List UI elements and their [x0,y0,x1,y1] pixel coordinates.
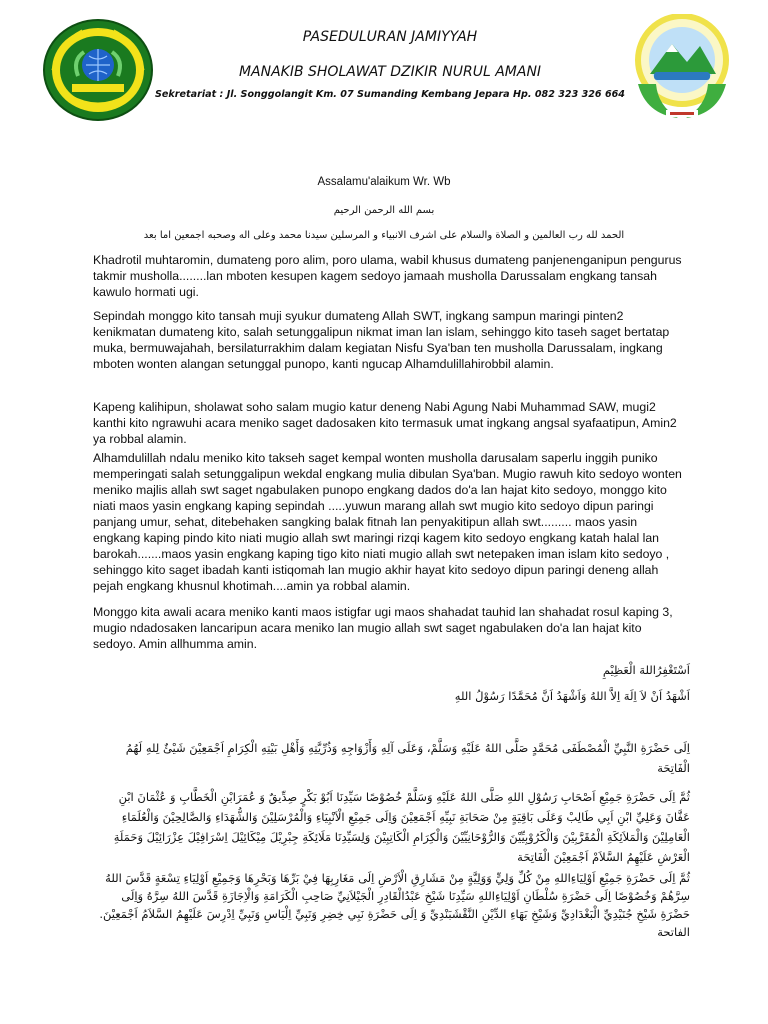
paragraph: Kapeng kalihipun, sholawat soho salam mugio katur deneng Nabi Agung Nabi Muhammad SAW, mugi2 kanthi kito ngrawuhi acara meniko saget dadosaken kito termasuk umat ingkang angsal syafaatipun, Amin2 ya robbal alamin. [93,400,677,446]
jamiyyah-emblem-icon [42,18,154,123]
shahadat-line: اَشْهَدُ اَنْ لاَ اِلَهَ اِلاَّ اللهُ وَاَشْهَدُ اَنَّ مُحَمَّدًا رَسُوْلُ اللهِ [454,689,690,703]
paragraph: Alhamdulillah ndalu meniko kito takseh saget kempal wonten musholla darusalam saperlu inggih puniko memperingati salah setunggalipun wekdal engkang mulia dibulan Sya'ban. Mugio rawuh kito sedoyo wonten meniko majlis allah swt saget ngabulaken punopo engkang dados do'a lan hajat kito sedoyo, monggo kito niati maos yasin engkang kaping sepindah .....yuwun marang allah swt mugio kito sedoyo dipun paringi panjang umur, sehat, ditebehaken sangking balak fitnah lan penyakitipun allah swt......... maos yasin engkang kaping pindo kito niati mugio allah swt maringi rizqi kagem kito sedoyo engkang katah halal lan barokah.......maos yasin engkang kaping tigo kito niati mugio allah swt netepaken iman islam kito sedoyo , sehinggo kito saget ibadah kanti istiqomah lan mugio akhir hayat kito sedoyo dipun paringi deneng allah pejah engkang khusnul khotimah....amin ya robbal alamin. [93,451,682,593]
letterhead [150,28,630,101]
letterhead-title: PASEDULURAN JAMIYYAH [302,29,478,45]
paragraph: Monggo kita awali acara meniko kanti maos istigfar ugi maos shahadat tauhid lan shahadat rosul kaping 3, mugio ndadosaken lancaripun acara meniko lan mugio allah swt saget ngabulaken do'a lan hajat kito sedoyo. Amin allhumma amin. [93,605,673,651]
greeting: Assalamu'alaikum Wr. Wb [317,176,451,188]
tawassul-companions: ثُمَّ اِلَى حَضْرَةِ جَمِيْعِ اَصْحَابِ رَسُوْلِ اللهِ صَلَّى اللهُ عَلَيْهِ وَسَلَّمْ خُصُوْصًا سَيِّدِنَا اَبُوْ بَكْرٍ صِدِّيقٌ وَ عُمَرَابْنِ الْخَطَّابِ وَ عُثْمَانَ ابْنِ عَفَّانَ وَعَلِيِّ ابْنِ اَبِي طَالِبْ وَعَلَى بَاقِيَةٍ مِنْ صَحَابَةِ نَبِيِّهِ اَجْمَعِيْنَ وَاِلَى جَمِيْعِ الْاَنْبِيَاءِ وَالْمُرْسَلِيْنَ وَالشُّهَدَاءِ وَالصَّالِحِيْنَ وَالْعُلَمَاءِ الْعَامِلِيْنَ وَالْمَلاَئِكَةِ الْمُقَرَّبِيْنَ وَالْكَرُوْبِيِّيْنَ وَالرُّوْحَانِيِّيْنَ وَالْكِرَامِ الْكَاتِبِيْنَ وَلِسَيِّدِنَا مَلَائِكَةِ جِبْرِيْلَ مِيْكَائِيْلَ اِسْرَافِيْلَ عِزْرَائِيْلَ وَحَمَلَةِ الْعَرْشِ عَلَيْهِمُ السَّلاَمْ اَجْمَعِيْنَ الْفَاتِحَة [113,790,690,864]
tawassul-prophet: اِلَى حَضْرَةِ النَّبِيِّ الْمُصْطَفَى مُحَمَّدٍ صَلَّى اللهُ عَلَيْهِ وَسَلَّمْ، وَعَلَى آلِهِ وَأَزْوَاجِهِ وَذُرِّيَّتِهِ وَأَهْلِ بَيْتِهِ الْكِرَامِ اَجْمَعِيْنَ شَيْئٌ لِلهِ لَهُمُ الْفَاتِحَة [125,741,690,775]
tawassul-awliya: ثُمَّ اِلَى حَضْرَةِ جَمِيْعِ اَوْلِيَاءِاللهِ مِنْ كُلِّ وَلِيٍّ وَوَلِيَّةٍ مِنْ مَشَارِقِ الْاَرْضِ اِلَى مَغَارِبِهَا فِيْ بَرِّهَا وَبَحْرِهَا وَجَمِيْعِ اَوْلِيَاءِ تِسْعَةٍ قَدَّسَ اللهُ سِرَّهُمْ وَخُصُوْصًا اِلَى حَضْرَةِ سُلْطَانِ اَوْلِيَاءِاللهِ سَيِّدِنَا شَيْخِ عَبْدُالْقَادِرِ الْجَيْلاَنِيِّ صَاحِبِ الْكَرَامَةِ وَالْاِجَازَةِ قَدَّسَ اللهُ سِرَّهُ وَاِلَى حَضْرَةِ شَيْخِ جُنَيْدِيِّ الْبَغْدَادِيِّ وَشَيْخِ بَهَاءِ الدِّيْنِ النَّقْشَبَنْدِيِّ وَ اِلَى حَضْرَةِ نَبِي خِضِرِ وَنَبِيِّ اِلْيَاسِ وَنَبِيِّ اِدْرِسَ عَلَيْهِمُ السَّلاَمُ اَجْمَعِيْنَ. الفاتحة [99,871,690,939]
basmala: بسم الله الرحمن الرحيم [333,205,435,216]
nurul-amani-logo-icon [632,14,732,124]
letterhead-subtitle: MANAKIB SHOLAWAT DZIKIR NURUL AMANI [238,64,542,80]
letterhead-secretariat: Sekretariat : Jl. Songgolangit Km. 07 Sumanding Kembang Jepara Hp. 082 323 326 664 [155,89,625,100]
paragraph: Sepindah monggo kito tansah muji syukur dumateng Allah SWT, ingkang sampun maringi pinten2 kenikmatan dumateng kito, salah setunggalipun nikmat iman lan islam, sehinggo kito taseh saget bertatap muka, bermuwajahah, bersilaturrakhim dalam kegiatan Nisfu Sya'ban ten musholla Darussalam, ingkang mboten wonten alangan setunggal punopo, kanti ngucap Alhamdulillahirobbil alamin. [93,309,670,371]
istighfar-line: اَسْتَغْفِرُاللهَ الْعَظِيْمِ [602,663,690,677]
paragraph: Khadrotil muhtaromin, dumateng poro alim, poro ulama, wabil khusus dumateng panjenenganipun pengurus takmir musholla........lan mboten kesupen kagem sedoyo jamaah musholla Darussalam engkang tansah kawulo hormati ugi. [93,253,682,299]
hamdalah: الحمد لله رب العالمين و الصلاة والسلام على اشرف الانبياء و المرسلين سيدنا محمد وعلى اله وصحبه اجمعين اما بعد [143,230,625,241]
